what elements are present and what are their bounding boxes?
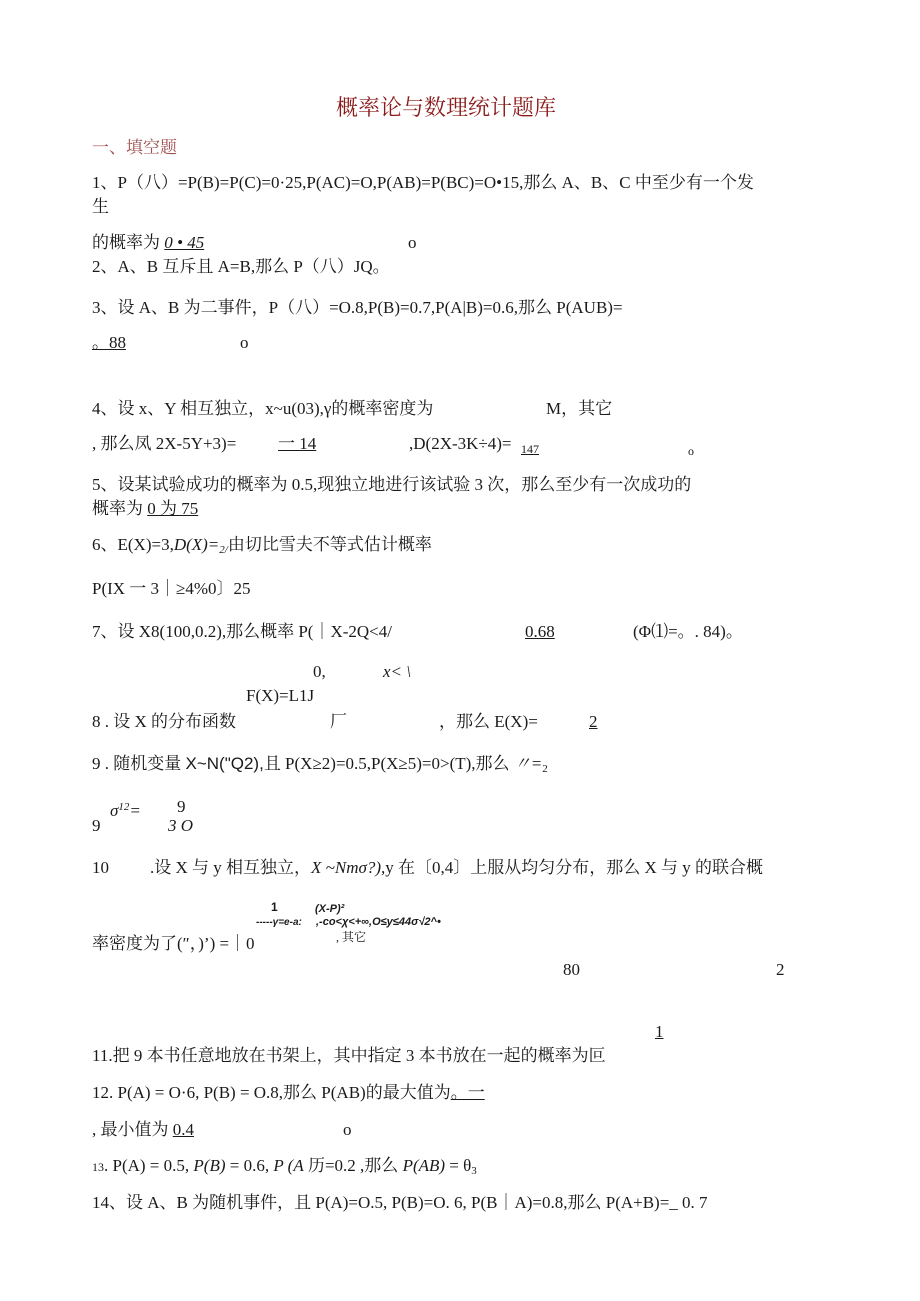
q7-answer: 0.68 [525, 622, 555, 641]
q12-line1 [92, 1083, 485, 1103]
q5-line2 [92, 499, 198, 519]
q8-fx: F(X)=L1J [246, 686, 315, 705]
q3-answer: 。88 [92, 333, 126, 352]
q6-line2: P(IX 一 3｜≥4%0〕25 [92, 579, 251, 598]
q9-sigma-symbol: σ [110, 801, 119, 820]
q6-dx-sub: 2/ [219, 544, 228, 556]
q8-mid: 厂 [330, 712, 347, 731]
q4-line2-mid: ,D(2X-3K÷4)= [409, 434, 512, 453]
q2-line: 2、A、B 互斥且 A=B,那么 P（八）JQ。 [92, 257, 390, 276]
q13-sub: 3 [471, 1165, 477, 1177]
q13-eq: = θ [449, 1156, 472, 1175]
q1-line2: 生 [92, 197, 109, 216]
q10-f-line: -----γ=e-a: [256, 917, 302, 928]
q10-line2: 率密度为了(″，)’) =｜0 [92, 934, 255, 953]
q7-tail: (Φ⑴=。. 84)。 [633, 622, 743, 641]
q3-line1: 3、设 A、B 为二事件，P（八）=O.8,P(B)=0.7,P(A|B)=0.6,那么 P(AUB)= [92, 298, 623, 317]
q4-answer1: 一 14 [278, 434, 317, 453]
q8-line: 8 . 设 X 的分布函数 [92, 712, 237, 731]
q14-line: 14、设 A、B 为随机事件，且 P(A)=O.5, P(B)=O. 6, P(B｜A)=0.8,那么 P(A+B)=_ 0. 7 [92, 1193, 708, 1212]
q8-tail: ，那么 E(X)= [439, 712, 538, 731]
section-heading: 一、填空题 [92, 138, 177, 157]
q10-num: 10 [92, 858, 109, 877]
q10-line1 [150, 858, 763, 878]
q4-answer2: 147 [521, 442, 539, 456]
q12-line2 [92, 1120, 194, 1140]
q1-end: o [408, 233, 417, 252]
q13-pab: P(AB) [402, 1156, 446, 1175]
q6-line1 [92, 535, 432, 560]
q10-text: .设 X 与 y 相互独立， [150, 858, 312, 877]
q13-mid: = 0.6, [229, 1156, 270, 1175]
q4-line1: 4、设 x、Y 相互独立，x~u(03),γ的概率密度为 [92, 399, 434, 418]
q13-line [92, 1156, 477, 1181]
q9-mu: 〃= [513, 754, 543, 773]
q1-line1: 1、P（八）=P(B)=P(C)=0·25,P(AC)=O,P(AB)=P(BC)=O•15,那么 A、B、C 中至少有一个发 [92, 173, 754, 192]
q9-prefix: 9 . 随机变量 [92, 754, 182, 773]
q6-prefix: 6、E(X)=3, [92, 535, 174, 554]
q8-answer: 2 [589, 712, 598, 731]
q1-prefix: 的概率为 [92, 233, 160, 252]
q12-answer2: 0.4 [172, 1120, 194, 1139]
q10-f-one: 1 [271, 900, 278, 914]
q4-line2-prefix: , 那么凤 2X-5Y+3)= [92, 434, 237, 453]
q10-eighty: 80 [563, 960, 580, 979]
q1-answer: 0 • 45 [164, 233, 205, 252]
q13-num: 13 [92, 1160, 104, 1174]
q10-f-range: ,-co<χ<+∞,O≤y≤44σ√2^• [316, 916, 441, 928]
q6-tail: 由切比雪夫不等式估计概率 [227, 535, 432, 554]
q11-line: 11.把 9 本书任意地放在书架上，其中指定 3 本书放在一起的概率为叵 [92, 1046, 606, 1065]
q1-line3 [92, 233, 204, 253]
q10-two: 2 [776, 960, 785, 979]
q13-text: . P(A) = 0.5, [104, 1156, 190, 1175]
q9-sigma-eq: = [129, 801, 141, 820]
q6-dx: D(X)= [173, 535, 220, 554]
q7-prefix: 7、设 X8(100,0.2),那么概率 P(｜X-2Q<4/ [92, 622, 392, 641]
q12-end: o [343, 1120, 352, 1139]
q8-pw-zero: 0, [313, 662, 326, 681]
q8-pw-cond: x< \ [383, 662, 411, 681]
q9-sigma [110, 797, 141, 821]
q5-prefix: 概率为 [92, 499, 143, 518]
q13-pa: P (A [273, 1156, 304, 1175]
q3-end: o [240, 333, 249, 352]
q10-f-frac: (X-P)² [315, 903, 345, 915]
q9-tail: 且 P(X≥2)=0.5,P(X≥5)=0>(T),那么 [263, 754, 510, 773]
q10-text2: y 在〔0,4〕上服从均匀分布，那么 X 与 y 的联合概 [385, 858, 764, 877]
q4-line1-tail: M，其它 [546, 399, 613, 418]
q9-nine-top: 9 [177, 797, 186, 816]
q5-line1: 5、设某试验成功的概率为 0.5,现独立地进行该试验 3 次，那么至少有一次成功的 [92, 475, 692, 494]
q5-answer: 0 为 75 [147, 499, 199, 518]
page-title: 概率论与数理统计题库 [336, 95, 557, 120]
q12-prefix: , 最小值为 [92, 1120, 169, 1139]
q9-line [92, 754, 548, 779]
q9-thirty: 3 O [168, 816, 194, 835]
q12-answer1: 。一 [450, 1083, 485, 1102]
q13-pb: P(B) [193, 1156, 226, 1175]
q13-tail: 历=0.2 ,那么 [307, 1156, 399, 1175]
q10-f-other: , 其它 [336, 930, 367, 944]
q4-end: o [688, 444, 694, 458]
q9-sigma-sup: 12 [118, 801, 130, 813]
q11-one: 1 [655, 1022, 664, 1041]
q9-nine-left: 9 [92, 816, 101, 835]
q12-text: 12. P(A) = O·6, P(B) = O.8,那么 P(AB)的最大值为 [92, 1083, 451, 1102]
q10-dist: X ~Nmσ?), [311, 858, 386, 877]
q9-mu-sub: 2 [542, 763, 548, 775]
q9-dist: X~N("Q2), [185, 754, 264, 773]
